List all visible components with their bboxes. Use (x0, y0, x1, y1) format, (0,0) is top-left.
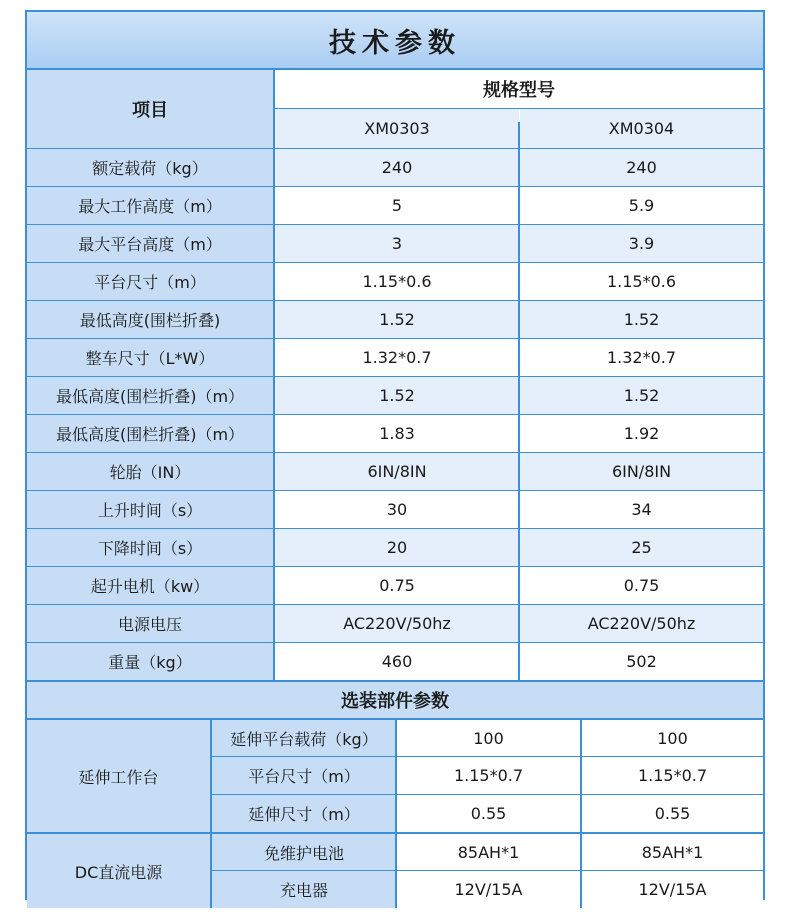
option-label: 延伸平台载荷（kg） (212, 720, 396, 756)
row-value: 5 (275, 187, 519, 224)
column-divider (273, 70, 275, 680)
row-divider (27, 224, 763, 225)
spec-table (25, 10, 765, 900)
row-divider (27, 414, 763, 415)
row-value: AC220V/50hz (275, 605, 519, 642)
option-value: 1.15*0.7 (397, 757, 580, 794)
row-divider (27, 642, 763, 643)
row-value: 25 (520, 529, 763, 566)
row-divider (27, 452, 763, 453)
item-header: 项目 (27, 70, 273, 148)
row-value: AC220V/50hz (520, 605, 763, 642)
row-value: 6IN/8IN (520, 453, 763, 490)
row-label: 重量（kg） (27, 643, 273, 680)
row-divider (27, 528, 763, 529)
column-divider (210, 718, 212, 908)
row-divider (212, 794, 763, 795)
option-value: 12V/15A (397, 871, 580, 908)
spec-header: 规格型号 (275, 70, 763, 108)
row-value: 1.32*0.7 (520, 339, 763, 376)
row-label: 最低高度(围栏折叠)（m） (27, 377, 273, 414)
option-value: 0.55 (397, 795, 580, 832)
option-value: 1.15*0.7 (582, 757, 763, 794)
row-value: 1.52 (275, 377, 519, 414)
row-value: 34 (520, 491, 763, 528)
row-divider (212, 756, 763, 757)
row-label: 最低高度(围栏折叠) (27, 301, 273, 338)
row-divider (27, 186, 763, 187)
table-title: 技术参数 (27, 12, 763, 70)
row-divider (27, 490, 763, 491)
column-divider (518, 122, 520, 680)
row-divider (27, 566, 763, 567)
row-value: 1.52 (520, 301, 763, 338)
row-divider (27, 376, 763, 377)
column-divider (395, 718, 397, 908)
row-divider (27, 338, 763, 339)
option-value: 12V/15A (582, 871, 763, 908)
section-divider (27, 680, 763, 682)
row-value: 240 (275, 149, 519, 186)
option-group-name: DC直流电源 (27, 834, 210, 908)
row-divider (27, 300, 763, 301)
option-value: 0.55 (582, 795, 763, 832)
row-label: 最大平台高度（m） (27, 225, 273, 262)
row-value: 502 (520, 643, 763, 680)
model-header: XM0303 (275, 109, 519, 148)
row-value: 460 (275, 643, 519, 680)
option-value: 100 (397, 720, 580, 756)
row-value: 1.15*0.6 (520, 263, 763, 300)
row-divider (27, 604, 763, 605)
row-value: 3 (275, 225, 519, 262)
row-label: 整车尺寸（L*W） (27, 339, 273, 376)
row-label: 起升电机（kw） (27, 567, 273, 604)
row-value: 1.83 (275, 415, 519, 452)
row-value: 0.75 (520, 567, 763, 604)
row-value: 20 (275, 529, 519, 566)
row-value: 1.52 (275, 301, 519, 338)
row-value: 0.75 (275, 567, 519, 604)
row-label: 最低高度(围栏折叠)（m） (27, 415, 273, 452)
row-label: 下降时间（s） (27, 529, 273, 566)
option-value: 85AH*1 (397, 834, 580, 870)
option-value: 100 (582, 720, 763, 756)
options-title: 选装部件参数 (27, 681, 763, 718)
row-label: 额定载荷（kg） (27, 149, 273, 186)
option-label: 平台尺寸（m） (212, 757, 396, 794)
column-divider (580, 718, 582, 908)
row-value: 1.52 (520, 377, 763, 414)
row-value: 1.32*0.7 (275, 339, 519, 376)
row-value: 6IN/8IN (275, 453, 519, 490)
row-value: 240 (520, 149, 763, 186)
option-label: 免维护电池 (212, 834, 396, 870)
row-label: 电源电压 (27, 605, 273, 642)
row-label: 上升时间（s） (27, 491, 273, 528)
row-value: 3.9 (520, 225, 763, 262)
row-label: 最大工作高度（m） (27, 187, 273, 224)
option-value: 85AH*1 (582, 834, 763, 870)
row-label: 平台尺寸（m） (27, 263, 273, 300)
row-value: 1.92 (520, 415, 763, 452)
header-divider (275, 108, 763, 109)
option-label: 延伸尺寸（m） (212, 795, 396, 832)
row-value: 1.15*0.6 (275, 263, 519, 300)
row-divider (27, 148, 763, 149)
model-header: XM0304 (520, 109, 763, 148)
row-divider (212, 870, 763, 871)
option-label: 充电器 (212, 871, 396, 908)
row-divider (27, 262, 763, 263)
row-value: 30 (275, 491, 519, 528)
row-label: 轮胎（IN） (27, 453, 273, 490)
row-value: 5.9 (520, 187, 763, 224)
option-group-name: 延伸工作台 (27, 720, 210, 832)
